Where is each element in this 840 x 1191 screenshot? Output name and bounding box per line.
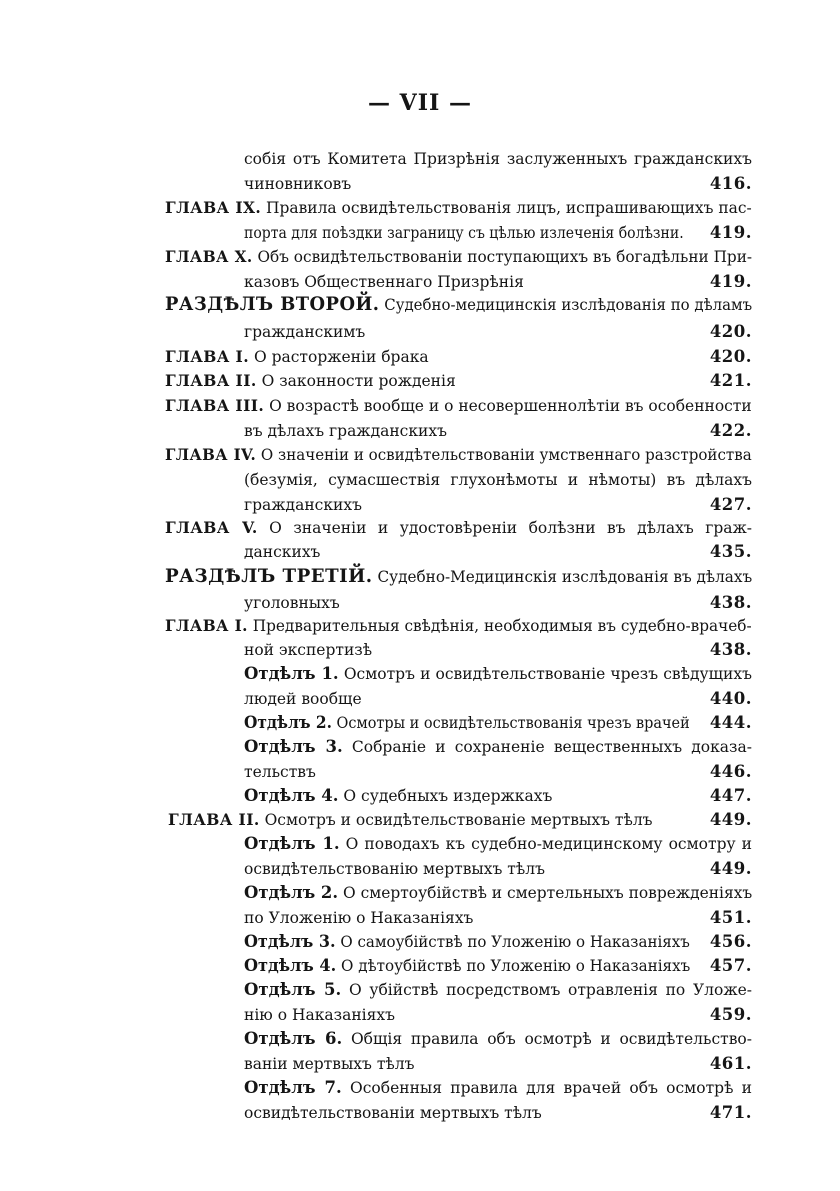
entry-title: казовъ Общественнаго Призрѣнія [244,273,524,291]
entry-title: нію о Наказаніяхъ [244,1006,396,1024]
page-ref: 421. [709,371,752,390]
entry-title: освидѣтельствованіи мертвыхъ тѣлъ [244,1104,542,1122]
entry-text [165,245,752,269]
entry-label: ГЛАВА III. [165,396,265,415]
entry-text [244,591,340,615]
entry-text [244,906,473,930]
toc-line [244,147,752,171]
toc-line [244,468,752,492]
page-ref: 427. [709,495,752,514]
toc-line [165,369,752,393]
entry-text [244,638,372,662]
entry-label: Отдѣлъ 3. [244,737,343,756]
page-ref: 419. [709,272,752,291]
entry-text [244,1003,395,1027]
page-ref: 471. [709,1103,752,1122]
entry-label: Отдѣлъ 2. [244,883,339,902]
toc-line [165,345,752,369]
page-ref: 461. [709,1054,752,1073]
entry-text [165,293,752,317]
entry-text [244,930,690,954]
page-ref: 440. [709,689,752,708]
entry-text [244,857,545,881]
toc-line [244,784,752,808]
toc-line [244,857,752,881]
entry-title: въ дѣлахъ гражданскихъ [244,422,447,440]
toc-line [244,419,752,443]
toc-line [244,760,752,784]
entry-label: Отдѣлъ 6. [244,1029,343,1048]
entry-label: РАЗДѢЛЪ ВТОРОЙ. [165,294,380,315]
entry-label: Отдѣлъ 7. [244,1078,342,1097]
page-ref: 449. [709,810,752,829]
entry-text [244,832,752,856]
entry-text [244,172,351,196]
entry-title: О убійствѣ посредствомъ отравленія по Уложе- [348,981,752,999]
entry-title: О поводахъ къ судебно-медицинскому осмотру и [345,835,752,853]
entry-title: уголовныхъ [244,594,340,612]
toc-line [244,1076,752,1100]
page-ref: 446. [709,762,752,781]
entry-title: Осмотры и освидѣтельствованія чрезъ врачей [336,714,690,732]
toc-line [244,493,752,517]
entry-title: гражданскимъ [244,323,366,341]
page-ref: 456. [709,932,752,951]
entry-text [168,808,653,832]
entry-text [244,1076,752,1100]
toc-line [165,245,752,269]
toc-line [244,638,752,662]
page-ref: 416. [709,174,752,193]
entry-title: О самоубійствѣ по Уложенію о Наказаніяхъ [340,933,690,951]
toc-line [244,881,752,905]
entry-label: Отдѣлъ 4. [244,956,337,975]
toc-line [244,954,752,978]
toc-line [165,394,752,418]
entry-label: Отдѣлъ 1. [244,834,340,853]
page-ref: 449. [709,859,752,878]
toc-line [244,1027,752,1051]
entry-text [244,147,752,171]
entry-label: Отдѣлъ 2. [244,713,332,732]
page-ref: 435. [709,542,752,561]
entry-title: О судебныхъ издержкахъ [343,787,553,805]
entry-title: О смертоубійствѣ и смертельныхъ поврежденіяхъ [343,884,753,902]
entry-text [244,687,362,711]
entry-title: (безумія, сумасшествія глухонѣмоты и нѣмоты) въ дѣлахъ [244,471,752,489]
entry-text [165,369,456,393]
entry-title: О значеніи и удостовѣреніи болѣзни въ дѣлахъ граж- [269,519,752,537]
page-ref: 459. [709,1005,752,1024]
entry-text [165,614,752,638]
entry-text [244,711,690,735]
entry-title: Судебно-Медицинскія изслѣдованія въ дѣлахъ [377,568,753,586]
page-ref: 457. [709,956,752,975]
toc-line [244,735,752,759]
entry-title: О возрастѣ вообще и о несовершеннолѣтіи въ особенности [269,397,752,415]
entry-text [244,320,365,344]
entry-label: Отдѣлъ 3. [244,932,336,951]
entry-title: ной экспертизѣ [244,641,373,659]
page-ref: 447. [709,786,752,805]
entry-text [244,881,752,905]
toc-line [244,687,752,711]
page-ref: 419. [709,223,752,242]
entry-label: ГЛАВА I. [165,347,249,366]
toc-line [165,196,752,220]
entry-title: людей вообще [244,690,362,708]
entry-text [244,493,362,517]
entry-label: Отдѣлъ 1. [244,664,339,683]
entry-text [244,468,752,492]
entry-title: по Уложенію о Наказаніяхъ [244,909,474,927]
entry-title: ваніи мертвыхъ тѣлъ [244,1055,415,1073]
entry-title: данскихъ [244,543,321,561]
toc-line [244,711,752,735]
entry-label: Отдѣлъ 5. [244,980,342,999]
toc-line [244,591,752,615]
entry-title: Особенныя правила для врачей объ осмотрѣ и [350,1079,752,1097]
page-ref: 422. [709,421,752,440]
entry-text [244,735,752,759]
toc-line [244,172,752,196]
entry-text [165,443,752,467]
entry-label: ГЛАВА V. [165,518,258,537]
entry-title: чиновниковъ [244,175,352,193]
entry-text [244,784,552,808]
entry-label: РАЗДѢЛЪ ТРЕТІЙ. [165,566,373,587]
toc-line [165,443,752,467]
page-ref: 420. [709,347,752,366]
entry-title: Правила освидѣтельствованія лицъ, испрашивающихъ пас- [266,199,752,217]
entry-title: Собраніе и сохраненіе вещественныхъ доказа- [351,738,752,756]
entry-label: ГЛАВА IV. [165,445,257,464]
entry-title: О дѣтоубійствѣ по Уложенію о Наказаніяхъ [341,957,691,975]
entry-title: Предварительныя свѣдѣнія, необходимыя въ судебно-врачеб- [252,617,752,635]
entry-text [244,662,752,686]
toc-line [244,540,752,564]
toc-line [244,832,752,856]
entry-label: Отдѣлъ 4. [244,786,339,805]
entry-text [165,196,752,220]
toc-line [244,1052,752,1076]
page-number-header: — VII — [368,90,472,116]
toc-line [244,662,752,686]
entry-text [244,954,690,978]
entry-title: Судебно-медицинскія изслѣдованія по дѣламъ [384,296,753,314]
entry-text [244,221,684,245]
entry-title: О расторженіи брака [253,348,429,366]
toc-line [165,516,752,540]
entry-text [244,270,524,294]
entry-text [165,345,429,369]
toc-line [244,320,752,344]
entry-title: О значеніи и освидѣтельствованіи умственнаго разстройства [260,446,752,464]
entry-title: собія отъ Комитета Призрѣнія заслуженныхъ гражданскихъ [244,150,752,168]
entry-text [165,394,752,418]
toc-line [244,1003,752,1027]
entry-title: Общія правила объ осмотрѣ и освидѣтельство- [350,1030,752,1048]
entry-title: тельствъ [244,763,316,781]
toc-line [244,930,752,954]
toc-line [244,978,752,1002]
entry-title: освидѣтельствованію мертвыхъ тѣлъ [244,860,545,878]
toc-line [165,293,752,317]
entry-text [165,565,752,589]
toc-line [165,614,752,638]
toc-line [244,1101,752,1125]
entry-label: ГЛАВА II. [165,371,257,390]
entry-label: ГЛАВА X. [165,247,253,266]
entry-label: ГЛАВА I. [165,616,248,635]
entry-text [244,1101,542,1125]
entry-title: Осмотръ и освидѣтельствованіе чрезъ свѣдущихъ [343,665,752,683]
entry-label: ГЛАВА IX. [165,198,262,217]
page-ref: 438. [709,593,752,612]
page-ref: 451. [709,908,752,927]
entry-title: Осмотръ и освидѣтельствованіе мертвыхъ тѣлъ [264,811,653,829]
toc-line [165,565,752,589]
entry-title: Объ освидѣтельствованіи поступающихъ въ богадѣльни При- [257,248,753,266]
page-ref: 444. [709,713,752,732]
entry-title: порта для поѣздки заграницу съ цѣлью излеченія болѣзни. [244,224,684,242]
page-ref: 420. [709,322,752,341]
toc-line [244,270,752,294]
entry-text [244,978,752,1002]
toc-line [244,221,752,245]
entry-text [244,419,447,443]
toc-line [168,808,752,832]
entry-text [244,760,316,784]
entry-title: гражданскихъ [244,496,362,514]
entry-label: ГЛАВА II. [168,810,260,829]
entry-text [244,1027,752,1051]
page-ref: 438. [709,640,752,659]
entry-title: О законности рожденія [261,372,456,390]
entry-text [244,1052,414,1076]
entry-text [244,540,320,564]
entry-text [165,516,752,540]
toc-line [244,906,752,930]
